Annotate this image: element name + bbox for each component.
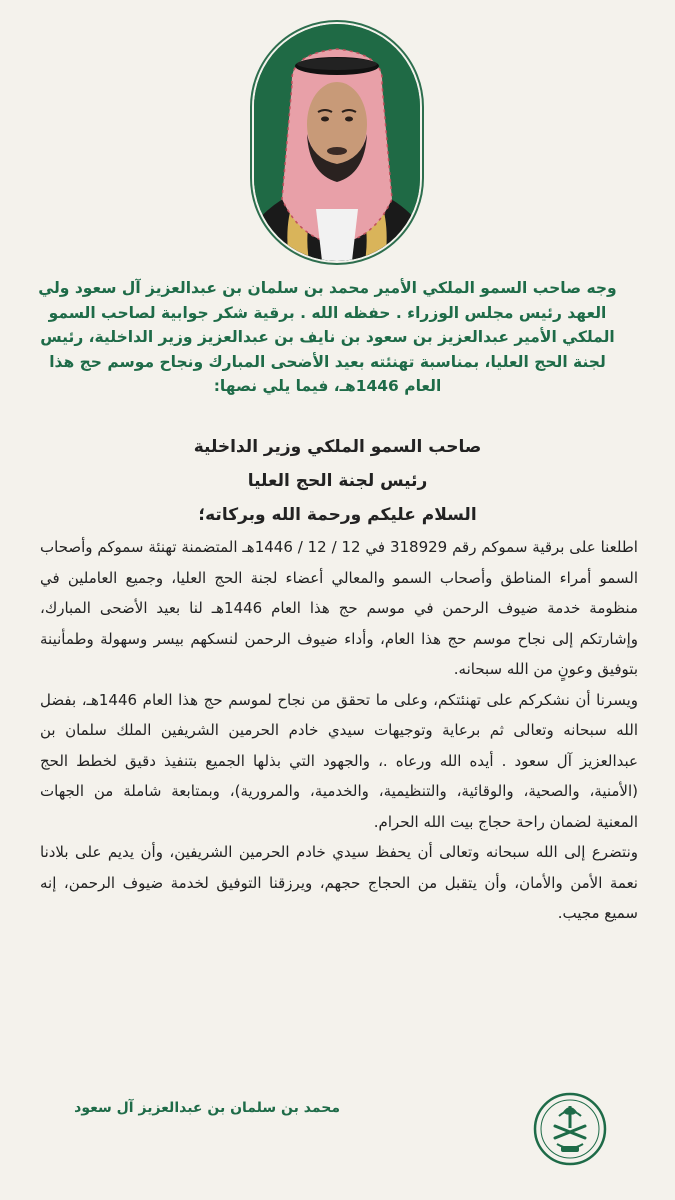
body-paragraph: ويسرنا أن نشكركم على تهنئتكم، وعلى ما تحقق من نجاح لموسم حج هذا العام 1446هـ، بفضل الله سبحانه وتعالى ثم برعاية وتوجيهات سيدي خادم الحرمين الشريفين الملك سلمان بن عبدالعزيز آل سعود . أيده الله ورعاه .، والجهود التي بذلها الجميع بتنفيذ دقيق لخطط الحج (الأمنية، والصحية، والوقائية، والتنظيمية، والخدمية، والمرورية)، وبمتابعة شاملة من الجهات المعنية لضمان راحة حجاج بيت الله الحرام. [40,690,639,831]
heading-line-greeting: السلام عليكم ورحمة الله وبركاته؛ [198,505,477,525]
signature-name: محمد بن سلمان بن عبدالعزيز آل سعود [74,1100,340,1116]
saudi-emblem-icon [533,1092,607,1166]
letter-body [40,532,638,929]
heading-line-committee: رئيس لجنة الحج العليا [247,471,428,491]
body-paragraph: ونتضرع إلى الله سبحانه وتعالى أن يحفظ سيدي خادم الحرمين الشريفين، وأن يديم على بلادنا نعمة الأمن والأمان، وأن يتقبل من الحجاج حجهم، ويرزقنا التوفيق لخدمة ضيوف الرحمن، إنه سميع مجيب. [40,843,638,922]
body-paragraph: اطلعنا على برقية سموكم رقم 318929 في 12 / 12 / 1446هـ المتضمنة تهنئة سموكم وأصحاب السمو أمراء المناطق وأصحاب السمو والمعالي أعضاء لجنة الحج العليا، وجميع العاملين في منظومة خدمة ضيوف الرحمن في موسم حج هذا العام 1446هـ لنا بعيد الأضحى المبارك، وإشارتكم إلى نجاح موسم حج هذا العام، وأداء ضيوف الرحمن لنسكهم بيسر وسهولة وطمأنينة بتوفيق وعونٍ من الله سبحانه. [40,538,638,678]
intro-paragraph: وجه صاحب السمو الملكي الأمير محمد بن سلمان بن عبدالعزيز آل سعود ولي العهد رئيس مجلس الوزراء . حفظه الله . برقية شكر جوابية لصاحب السمو الملكي الأمير عبدالعزيز بن سعود بن نايف بن عبدالعزيز وزير الداخلية، رئيس لجنة الحج العليا، بمناسبة تهنئته بعيد الأضحى المبارك ونجاح موسم حج هذا العام 1446هـ، فيما يلي نصها: [38,279,617,395]
portrait-image [254,24,420,261]
heading-line-title: صاحب السمو الملكي وزير الداخلية [193,437,482,457]
letter-heading [60,430,615,532]
